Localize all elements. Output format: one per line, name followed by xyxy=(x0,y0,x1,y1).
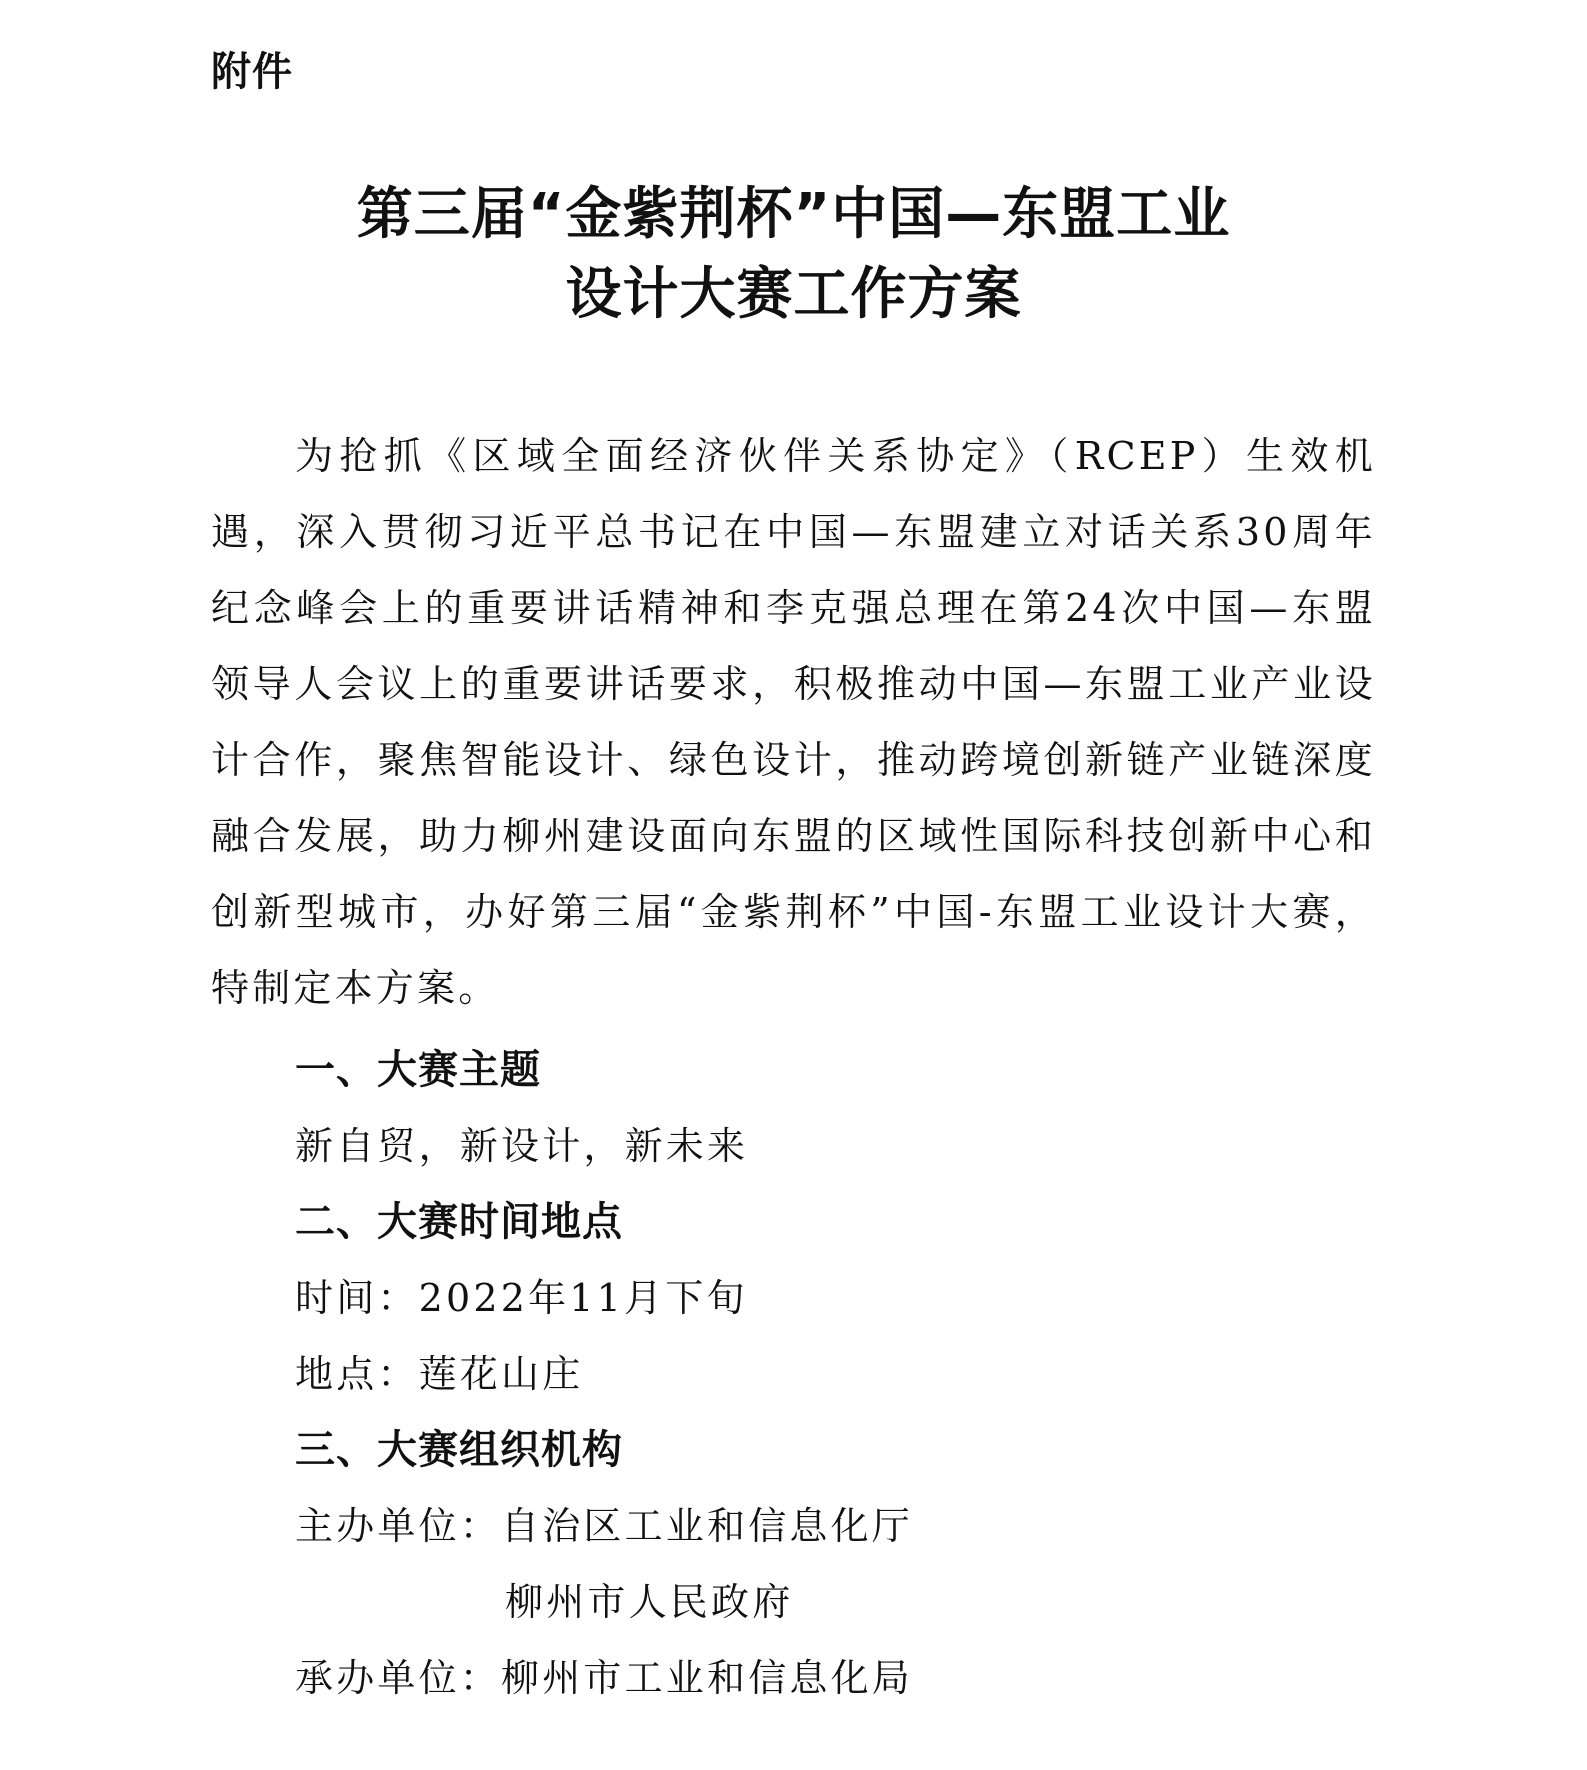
section-heading-time-place: 二、大赛时间地点 xyxy=(295,1199,623,1245)
document-title-line-1: 第三届“金紫荆杯”中国—东盟工业 xyxy=(356,182,1231,247)
section-heading-organization: 三、大赛组织机构 xyxy=(295,1427,623,1473)
document-title-line-2: 设计大赛工作方案 xyxy=(565,262,1022,327)
section-heading-theme: 一、大赛主题 xyxy=(295,1047,541,1093)
theme-text: 新自贸，新设计，新未来 xyxy=(295,1124,749,1168)
organizer-unit-text: 承办单位：柳州市工业和信息化局 xyxy=(295,1656,914,1700)
time-text: 时间：2022年11月下旬 xyxy=(295,1276,748,1320)
host-unit-second-text: 柳州市人民政府 xyxy=(505,1580,794,1624)
host-unit-text: 主办单位：自治区工业和信息化厅 xyxy=(295,1504,914,1548)
intro-paragraph: 为抢抓《区域全面经济伙伴关系协定》（RCEP）生效机遇，深入贯彻习近平总书记在中国—东盟建立对话关系30周年纪念峰会上的重要讲话精神和李克强总理在第24次中国—东盟领导人会议上的重要讲话要求，积极推动中国—东盟工业产业设计合作，聚焦智能设计、绿色设计，推动跨境创新链产业链深度融合发展，助力柳州建设面向东盟的区域性国际科技创新中心和创新型城市，办好第三届“金紫荆杯”中国-东盟工业设计大赛，特制定本方案。 xyxy=(211,434,1376,1010)
place-text: 地点：莲花山庄 xyxy=(295,1352,584,1396)
attachment-label: 附件 xyxy=(211,49,293,95)
